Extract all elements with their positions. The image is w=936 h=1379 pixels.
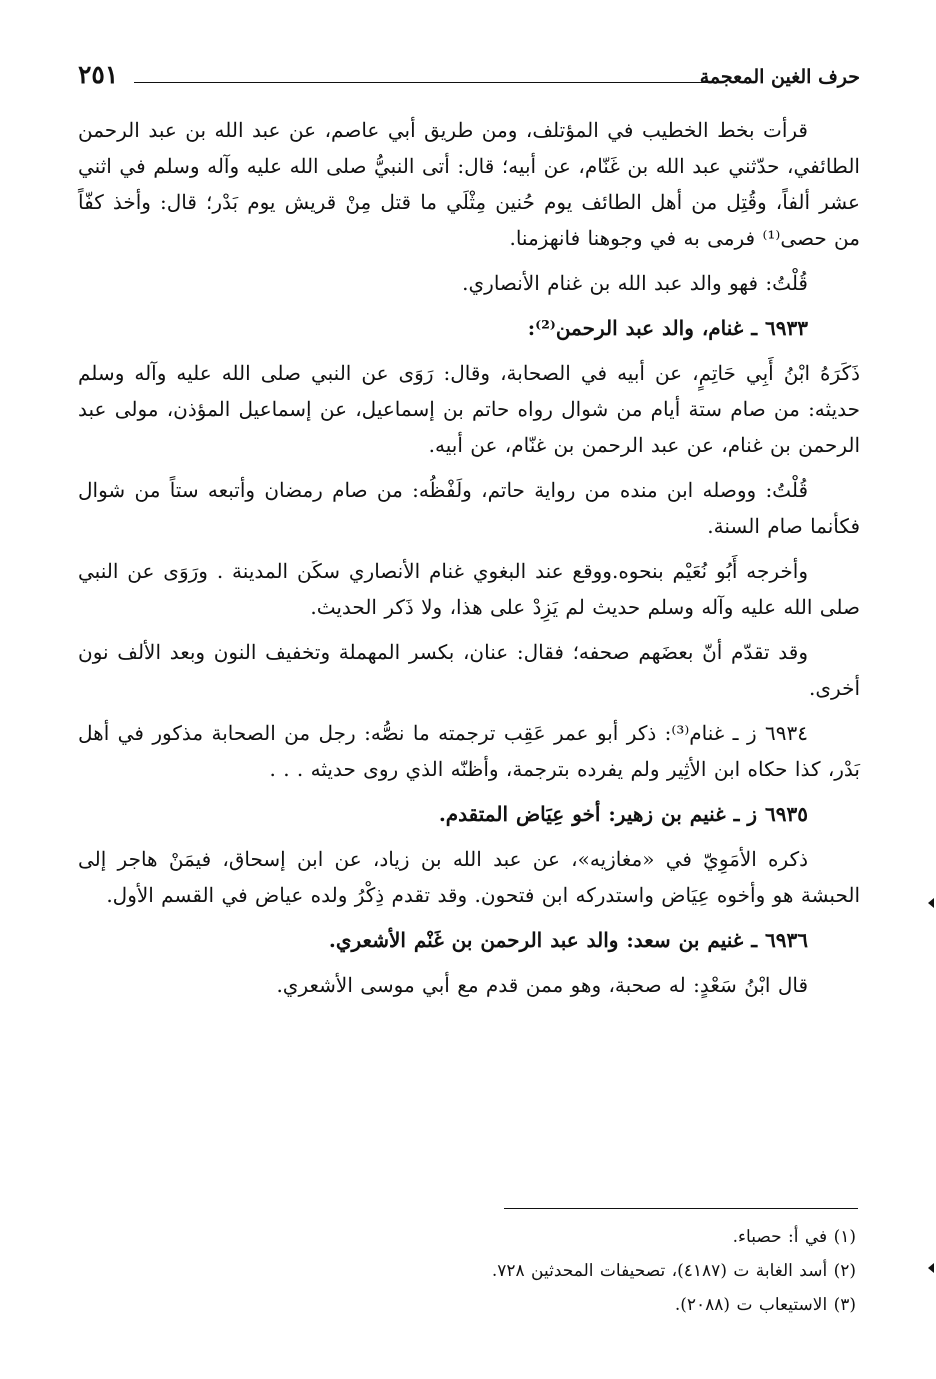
paragraph-5: وأخرجه أَبُو نُعَيْم بنحوه.ووقع عند البغوي غنام الأنصاري سكَن المدينة . ورَوَى عن النبي صلى الله عليه وآله وسلم حديث لم يَزِدْ على هذا، ولا ذَكر الحديث. [78, 559, 860, 619]
header-rule [134, 82, 708, 83]
entry-6936-heading: ٦٩٣٦ ـ غنيم بن سعد: والد عبد الرحمن بن غَنْم الأشعري. [328, 928, 808, 952]
paragraph-8: قال ابْنُ سَعْدٍ: له صحبة، وهو ممن قدم مع أبي موسى الأشعري. [276, 973, 808, 997]
entry-6933-heading: ٦٩٣٣ ـ غنام، والد عبد الرحمن⁽²⁾: [527, 316, 808, 340]
footnote-separator [504, 1208, 858, 1209]
footnotes [78, 1222, 856, 1324]
footnote-3: (٣) الاستيعاب ت (٢٠٨٨). [674, 1295, 856, 1315]
paragraph-2: قُلْتُ: فهو والد عبد الله بن غنام الأنصاري. [462, 271, 808, 295]
main-text [78, 112, 860, 1012]
margin-arrow-icon [928, 898, 934, 908]
entry-6935-heading: ٦٩٣٥ ز ـ غنيم بن زهير: أخو عِيَاض المتقدم. [438, 802, 808, 826]
page-header [78, 58, 860, 98]
paragraph-4: قُلْتُ: ووصله ابن منده من رواية حاتم، ولَفْظُه: من صام رمضان وأتبعه ستاً من شوال فكأنما صام السنة. [78, 478, 860, 538]
paragraph-3: ذَكَرَهُ ابْنُ أَبِي حَاتِمٍ، عن أبيه في الصحابة، وقال: رَوَى عن النبي صلى الله عليه وآله وسلم حديثه: من صام ستة أيام من شوال رواه حاتم بن إسماعيل، عن إسماعيل المؤذن، مولى عبد الرحمن بن غنام، عن عبد الرحمن بن غنّام، عن أبيه. [78, 361, 860, 457]
running-title: حرف الغين المعجمة [699, 66, 860, 88]
paragraph-6: وقد تقدّم أنّ بعضَهم صحفه؛ فقال: عنان، بكسر المهملة وتخفيف النون وبعد الألف نون أخرى. [78, 640, 860, 700]
footnote-2: (٢) أسد الغابة ت (٤١٨٧)، تصحيفات المحدثين ٧٢٨. [491, 1261, 856, 1281]
paragraph-1: قرأت بخط الخطيب في المؤتلف، ومن طريق أبي عاصم، عن عبد الله بن عبد الرحمن الطائفي، حدّثني عبد الله بن غَنّام، عن أبيه؛ قال: أتى النبيُّ صلى الله عليه وآله وسلم في اثني عشر ألفاً، وقُتِل من أهل الطائف يوم حُنين مِثْلَي ما قتل مِنْ قريش يوم بَدْر؛ قال: وأخذ كفّاً من حصى⁽¹⁾ فرمى به في وجوهنا فانهزمنا. [78, 118, 860, 250]
footnote-1: (١) في أ: حصباء. [732, 1227, 856, 1247]
entry-6934-paragraph: ٦٩٣٤ ز ـ غنام⁽³⁾: ذكر أبو عمر عَقِب ترجمته ما نصُّه: رجل من الصحابة مذكور في أهل بَدْر، كذا حكاه ابن الأثِير ولم يفرده بترجمة، وأظنّه الذي روى حديثه . . . [78, 721, 860, 781]
page-number: ٢٥١ [78, 60, 119, 89]
paragraph-7: ذكره الأمَوِيّ في «مغازيه»، عن عبد الله بن زياد، عن ابن إسحاق، فيمَنْ هاجر إلى الحبشة هو وأخوه عِيَاض واستدركه ابن فتحون. وقد تقدم ذِكْرُ ولده عياض في القسم الأول. [78, 847, 860, 907]
margin-arrow-icon [928, 1263, 934, 1273]
